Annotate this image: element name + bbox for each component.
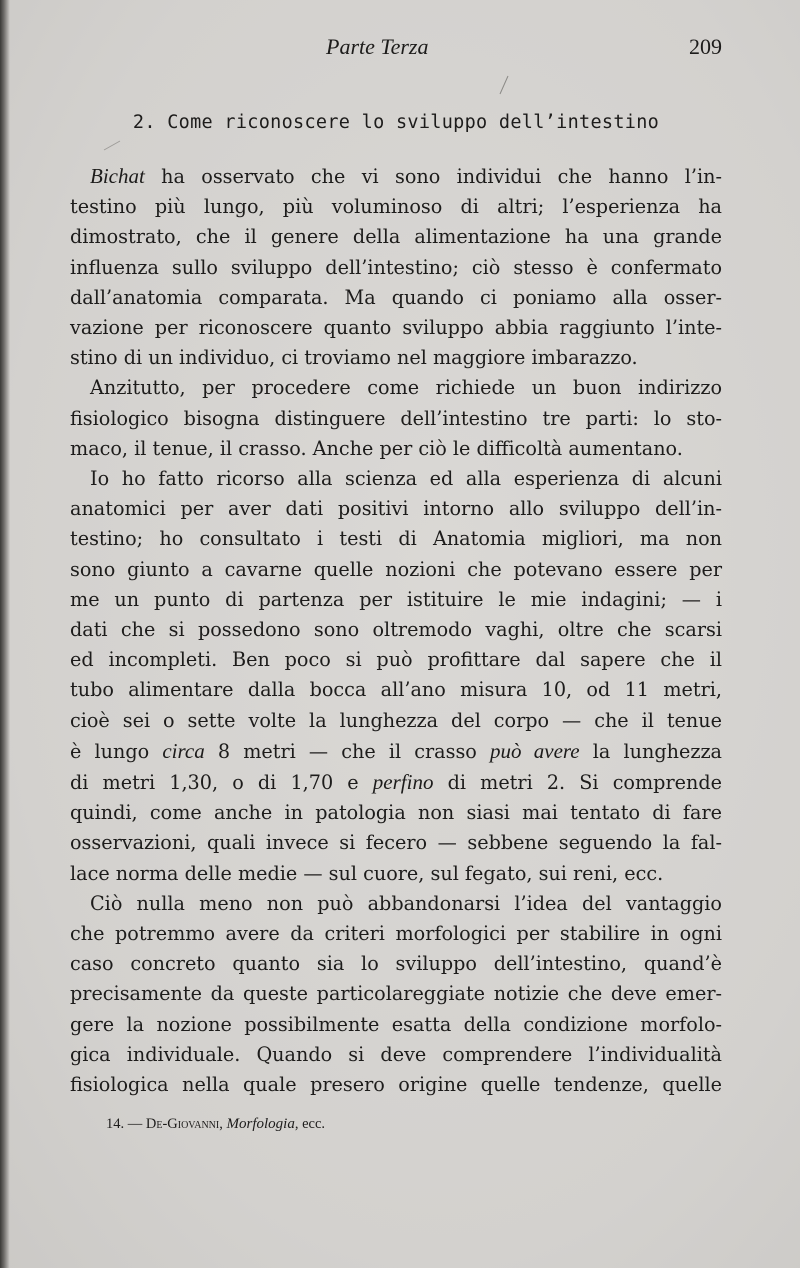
text-line: precisamente da queste particolareggiate notizie che deve emer- [70, 982, 722, 1006]
text-line: testino; ho consultato i testi di Anatomia migliori, ma non [70, 527, 722, 551]
text-line: caso concreto quanto sia lo sviluppo dell’intestino, quand’è [70, 952, 722, 976]
text-line: cioè sei o sette volte la lunghezza del corpo — che il tenue [70, 708, 722, 732]
text-line: che potremmo avere da criteri morfologici per stabilire in ogni [70, 922, 722, 946]
text-line: me un punto di partenza per istituire le mie indagini; — i [70, 587, 722, 611]
text-line: testino più lungo, più voluminoso di altri; l’esperienza ha [70, 195, 722, 219]
text-line: dall’anatomia comparata. Ma quando ci poniamo alla osser- [70, 285, 722, 309]
text-line: maco, il tenue, il crasso. Anche per ciò le difficoltà aumentano. [70, 436, 683, 460]
running-head [70, 34, 722, 64]
text-line: Io ho fatto ricorso alla scienza ed alla esperienza di alcuni [90, 467, 722, 491]
section-heading: 2. Come riconoscere lo sviluppo dell’intestino [132, 112, 660, 133]
text-line: gere la nozione possibilmente esatta della condizione morfolo- [70, 1012, 722, 1036]
text-line: stino di un individuo, ci troviamo nel maggiore imbarazzo. [70, 346, 638, 370]
text-line: di metri 1,30, o di 1,70 e perfino di metri 2. Si comprende [70, 770, 722, 795]
pencil-mark [100, 138, 124, 154]
text-line: ed incompleti. Ben poco si può profittare dal sapere che il [70, 648, 722, 672]
text-line: dimostrato, che il genere della alimentazione ha una grande [70, 225, 722, 249]
pencil-mark [494, 74, 514, 98]
text-line: sono giunto a cavarne quelle nozioni che potevano essere per [70, 557, 722, 581]
text-line: Ciò nulla meno non può abbandonarsi l’idea del vantaggio [90, 891, 722, 915]
text-line: influenza sullo sviluppo dell’intestino; ciò stesso è confermato [70, 255, 722, 279]
page-number: 209 [689, 34, 722, 59]
italic-text: perfino [372, 770, 434, 795]
running-title: Parte Terza [326, 34, 429, 59]
footnote: 14. — De-Giovanni, Morfologia, ecc. [106, 1116, 326, 1132]
book-spine-shadow [0, 0, 10, 1268]
text-line: tubo alimentare dalla bocca all’ano misura 10, od 11 metri, [70, 678, 722, 702]
text-line: è lungo circa 8 metri — che il crasso può avere la lunghezza [70, 738, 723, 763]
text-line: anatomici per aver dati positivi intorno allo sviluppo dell’in- [70, 497, 722, 521]
italic-text: può avere [489, 738, 580, 763]
text-line: osservazioni, quali invece si fecero — sebbene seguendo la fal- [70, 831, 722, 855]
text-line: fisiologico bisogna distinguere dell’intestino tre parti: lo sto- [70, 406, 722, 430]
body-text [70, 161, 722, 1100]
text-line: fisiologica nella quale presero origine quelle tendenze, quelle [70, 1073, 722, 1097]
italic-text: circa [162, 738, 205, 763]
text-line: vazione per riconoscere quanto sviluppo abbia raggiunto l’inte- [70, 316, 722, 340]
footnote-title: Morfologia [226, 1116, 295, 1132]
text-line: Anzitutto, per procedere come richiede un buon indirizzo [90, 376, 722, 400]
text-line: quindi, come anche in patologia non siasi mai tentato di fare [70, 801, 722, 825]
text-line: dati che si possedono sono oltremodo vaghi, oltre che scarsi [70, 618, 722, 642]
text-line: gica individuale. Quando si deve comprendere l’individualità [70, 1042, 722, 1066]
text-line: lace norma delle medie — sul cuore, sul fegato, sui reni, ecc. [70, 861, 664, 885]
footnote-author: De-Giovanni [145, 1116, 220, 1132]
italic-text: Bichat [90, 164, 145, 188]
text-line: Bichat ha osservato che vi sono individui che hanno l’in- [90, 164, 722, 188]
